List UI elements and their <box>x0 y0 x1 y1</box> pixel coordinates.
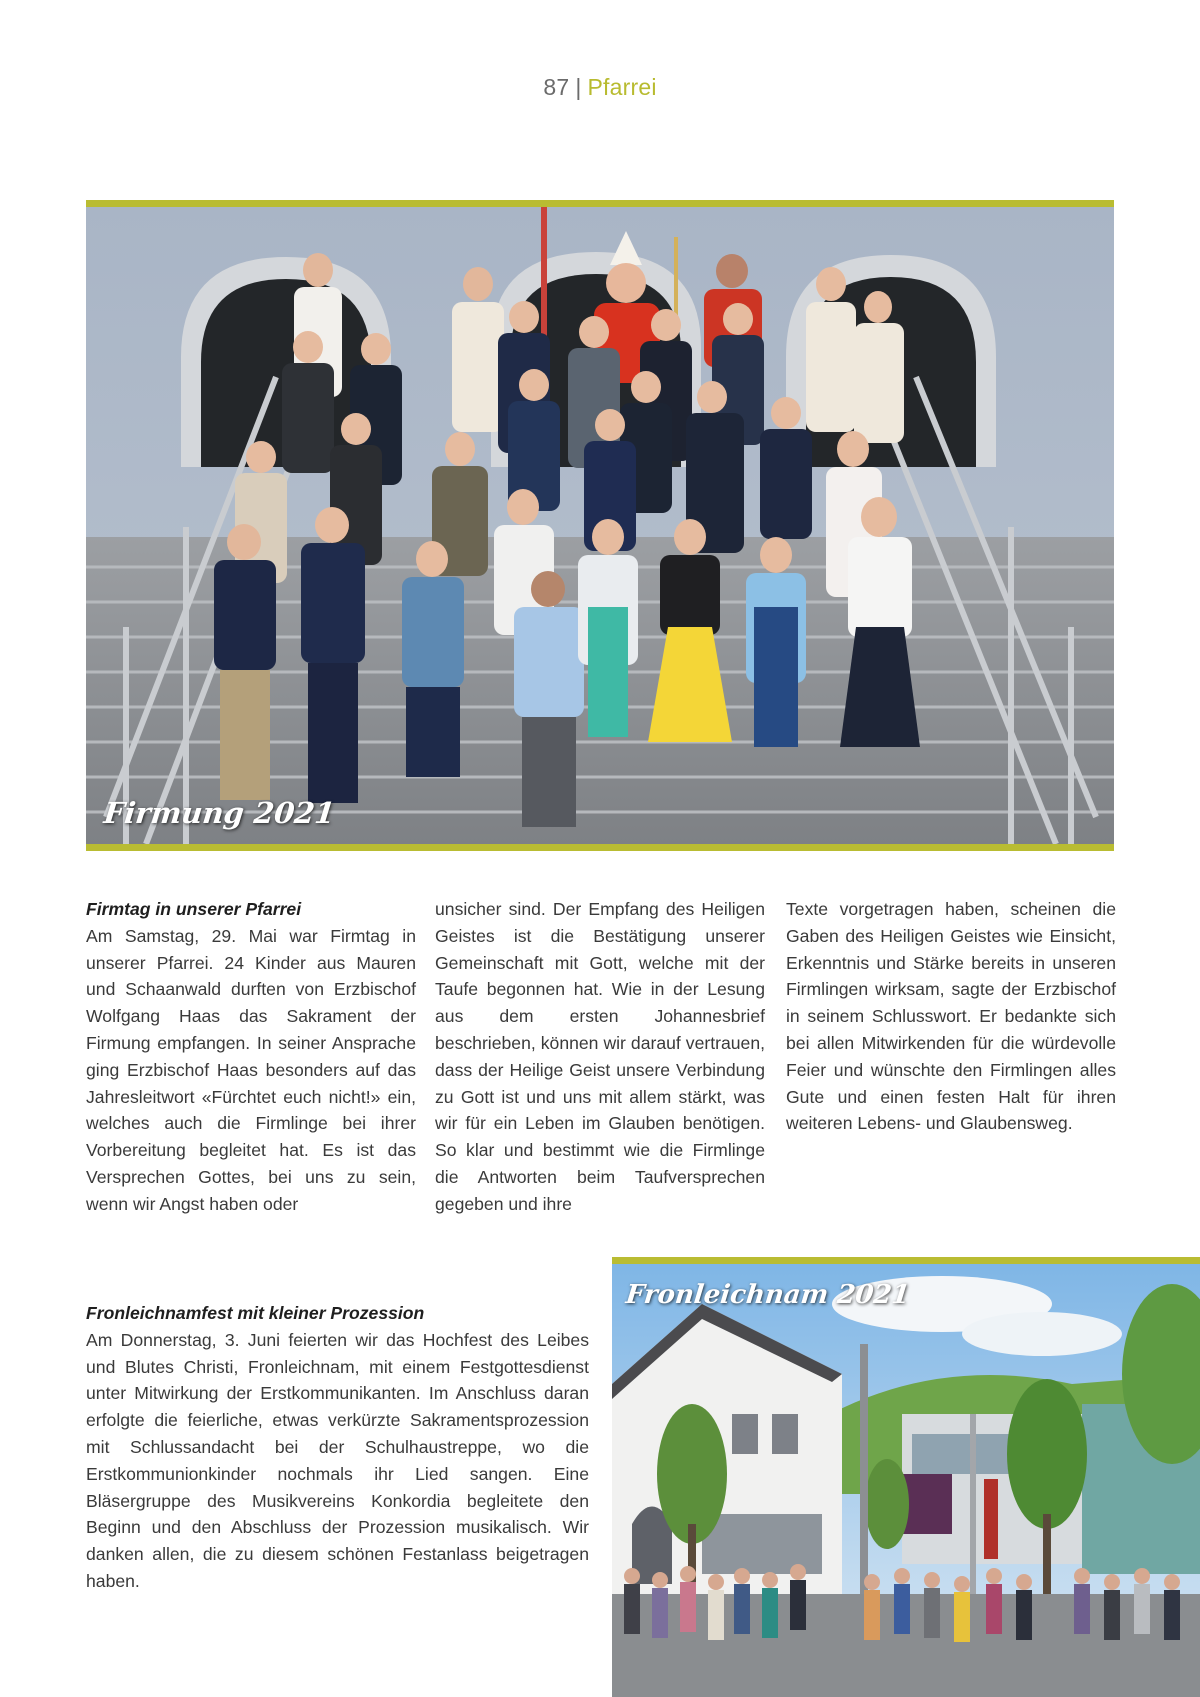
article-firmtag-title: Firmtag in unserer Pfarrei <box>86 899 302 919</box>
firmung-photo-caption: Firmung 2021 <box>102 796 337 830</box>
article-firmtag-text-3: Texte vorgetragen haben, scheinen die Gaben des Heiligen Geistes wie Einsicht, Erkenntnis und Stärke bereits in unseren Firmlingen wirksam, sagte der Erzbischof in seinem Schlusswort. Er bedankte sich bei allen Mitwirkenden für die würdevolle Feier und wünschte den Firmlingen alles Gute und einen festen Halt für ihren weiteren Lebens- und Glaubensweg. <box>786 899 1116 1134</box>
article-fronleichnam-text: Am Donnerstag, 3. Juni feierten wir das Hochfest des Leibes und Blutes Christi, Fronleichnam, mit einem Festgottesdienst unter Mitwirkung der Erstkommunikanten. Im Anschluss daran erfolgte die feierliche, etwas verkürzte Sakramentsprozession mit Schlussandacht bei der Schulhaustreppe, wo die Erstkommunionkinder nochmals ihr Lied sangen. Eine Bläsergruppe des Musikvereins Konkordia begleitete den Beginn und den Abschluss der Prozession musikalisch. Wir danken allen, die zu diesem schönen Festanlass beigetragen haben. <box>86 1329 589 1591</box>
article-fronleichnam <box>86 1300 589 1595</box>
page-header <box>0 74 1200 101</box>
section-title: Pfarrei <box>587 74 657 100</box>
header-separator: | <box>575 74 582 100</box>
article-firmtag-column-3 <box>786 896 1116 1137</box>
fronleichnam-photo-illustration <box>612 1264 1200 1697</box>
article-firmtag-column-1 <box>86 896 416 1218</box>
page-number: 87 <box>543 74 570 100</box>
fronleichnam-procession-photo <box>612 1257 1200 1697</box>
fronleichnam-photo-caption: Fronleichnam 2021 <box>624 1280 912 1310</box>
article-firmtag-column-2 <box>435 896 765 1218</box>
article-firmtag-text-2: unsicher sind. Der Empfang des Heiligen Geistes ist die Bestätigung unserer Gemeinschaft mit Gott, welche mit der Taufe begonnen hat. Wie in der Lesung aus dem ersten Johannesbrief beschrieben, können wir darauf vertrauen, dass der Heilige Geist unsere Verbindung zu Gott ist und uns mit allem stärkt, was wir für ein Leben im Glauben benötigen. So klar und bestimmt wie die Firmlinge die Antworten beim Taufversprechen gegeben und ihre <box>435 899 765 1214</box>
article-firmtag-text-1: Am Samstag, 29. Mai war Firmtag in unserer Pfarrei. 24 Kinder aus Mauren und Schaanwald durften von Erzbischof Wolfgang Haas das Sakrament der Firmung empfangen. In seiner Ansprache ging Erzbischof Haas besonders auf das Jahresleitwort «Fürchtet euch nicht!» ein, welches auch die Firmlinge bei ihrer Vorbereitung begleitet hat. Es ist das Versprechen Gottes, bei uns zu sein, wenn wir Angst haben oder <box>86 925 416 1214</box>
article-fronleichnam-title: Fronleichnamfest mit kleiner Prozession <box>86 1303 425 1323</box>
firmung-photo-illustration <box>86 207 1114 844</box>
firmung-group-photo <box>86 200 1114 851</box>
